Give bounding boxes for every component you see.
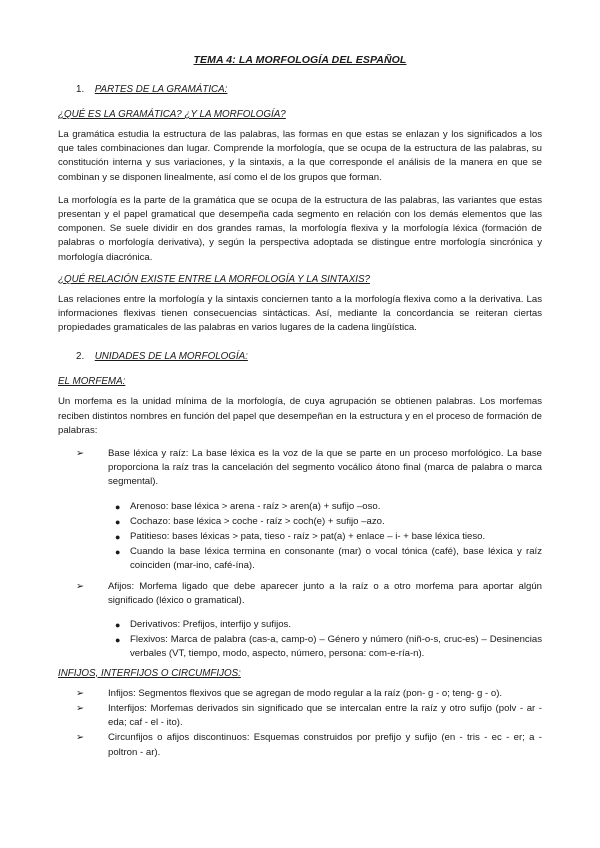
- list-item: [108, 618, 542, 632]
- bullet-icon: ●: [115, 532, 121, 543]
- bullet-icon: ●: [115, 620, 121, 631]
- list-item-text: Derivativos: Prefijos, interfijo y sufijos.: [130, 619, 292, 631]
- section-2-label: UNIDADES DE LA MORFOLOGÍA:: [94, 351, 248, 363]
- list-item: [58, 687, 542, 701]
- list-item: [108, 545, 542, 573]
- section-1-heading: [76, 84, 542, 95]
- list-item-text: Cochazo: base léxica > coche - raíz > coch(e) + sufijo –azo.: [130, 515, 385, 527]
- bullet-icon: ●: [115, 516, 121, 527]
- paragraph-relation: Las relaciones entre la morfología y la sintaxis conciernen tanto a la morfología flexiva como a la derivativa. Las informaciones flexivas tienen consecuencias sintácticas. Así, mediante la concordancia se reiteran ciertas propiedades gramaticales de las palabras en varios lugares de la cadena lingüística.: [58, 293, 542, 334]
- morfema-types-list: [58, 447, 542, 662]
- list-item-base: [58, 447, 542, 574]
- arrow-icon: ➢: [76, 687, 85, 699]
- list-item-text: Cuando la base léxica termina en consonante (mar) o vocal tónica (café), base léxica y raíz coinciden (mar-ino, café-ína).: [130, 546, 542, 572]
- arrow-icon: ➢: [76, 702, 85, 714]
- arrow-icon: ➢: [76, 448, 85, 460]
- list-item-text: Arenoso: base léxica > arena - raíz > aren(a) + sufijo –oso.: [130, 500, 381, 512]
- list-item-text: Interfijos: Morfemas derivados sin significado que se intercalan entre la raíz y otro sufijo (polv - ar - eda; caf - el - ito).: [108, 702, 542, 729]
- subheading-infijos: INFIJOS, INTERFIJOS O CIRCUMFIJOS:: [58, 667, 241, 679]
- list-item: [108, 530, 542, 544]
- question-heading-1: ¿QUÉ ES LA GRAMÁTICA? ¿Y LA MORFOLOGÍA?: [58, 109, 286, 120]
- bullet-icon: ●: [115, 501, 121, 512]
- infijos-list: [58, 687, 542, 760]
- section-1-label: PARTES DE LA GRAMÁTICA:: [94, 84, 228, 95]
- list-item-text: Circunfijos o afijos discontinuos: Esquemas construidos por prefijo y sufijo (en - tris - ec - er; a - poltron - ar).: [108, 732, 542, 758]
- paragraph-grammar: La gramática estudia la estructura de las palabras, las formas en que estas se enlazan y los significados a los que tales combinaciones dan lugar. Comprende la morfología, que se ocupa de la estructura de las palabras, su constitución interna y sus variaciones, y la sintaxis, a la que corresponde el análisis de la manera en que se combinan y se disponen linealmente, así como el de los grupos que forman.: [58, 129, 542, 183]
- list-item-text: Flexivos: Marca de palabra (cas-a, camp-o) – Género y número (niñ-o-s, cruc-es) – Desinencias verbales (VT, tiempo, modo, aspecto, número, persona: com-e-ría-n).: [130, 634, 542, 660]
- list-item-afijos: [58, 580, 542, 662]
- question-heading-2: ¿QUÉ RELACIÓN EXISTE ENTRE LA MORFOLOGÍA Y LA SINTAXIS?: [58, 273, 370, 285]
- list-item: [108, 633, 542, 661]
- arrow-icon: ➢: [76, 732, 85, 744]
- arrow-icon: ➢: [76, 580, 85, 592]
- list-item: [108, 500, 542, 514]
- list-item-text: Infijos: Segmentos flexivos que se agregan de modo regular a la raíz (pon- g - o; teng- g - o).: [108, 687, 503, 699]
- list-item: [108, 515, 542, 529]
- list-item-text: Patitieso: bases léxicas > pata, tieso - raíz > pat(a) + enlace – i- + base léxica tieso.: [130, 531, 486, 543]
- section-2-number: 2.: [76, 351, 85, 363]
- list-item: [58, 702, 542, 730]
- paragraph-morphology: La morfología es la parte de la gramática que se ocupa de la estructura de las palabras, las variantes que estas presentan y el papel gramatical que desempeña cada segmento en relación con los demás elementos que las componen. Se suele dividir en dos grandes ramas, la morfología flexiva y la morfología léxica (formación de palabras o morfología derivativa), y según la perspectiva adoptada se distingue entre morfología sincrónica y morfología diacrónica.: [58, 194, 542, 263]
- base-text: Base léxica y raíz: La base léxica es la voz de la que se parte en un proceso morfológico. La base proporciona la raíz tras la cancelación del segmento vocálico átono final (marca de palabra o marca segmental).: [108, 448, 542, 488]
- paragraph-morfema: Un morfema es la unidad mínima de la morfología, de cuya agrupación se obtienen palabras. Los morfemas reciben distintos nombres en función del papel que desempeñan en la estructura y en el proceso de formación de palabras:: [58, 396, 542, 436]
- bullet-icon: ●: [115, 635, 121, 646]
- base-examples-list: [108, 500, 542, 574]
- subheading-morfema: EL MORFEMA:: [58, 376, 126, 388]
- section-2-heading: [76, 351, 542, 362]
- afijos-examples-list: [108, 618, 542, 662]
- afijos-text: Afijos: Morfema ligado que debe aparecer junto a la raíz o a otro morfema para aportar algún significado (léxico o gramatical).: [108, 580, 542, 606]
- list-item: [58, 731, 542, 759]
- bullet-icon: ●: [115, 547, 121, 558]
- section-1-number: 1.: [76, 84, 85, 95]
- document-title: TEMA 4: LA MORFOLOGÍA DEL ESPAÑOL: [193, 54, 407, 66]
